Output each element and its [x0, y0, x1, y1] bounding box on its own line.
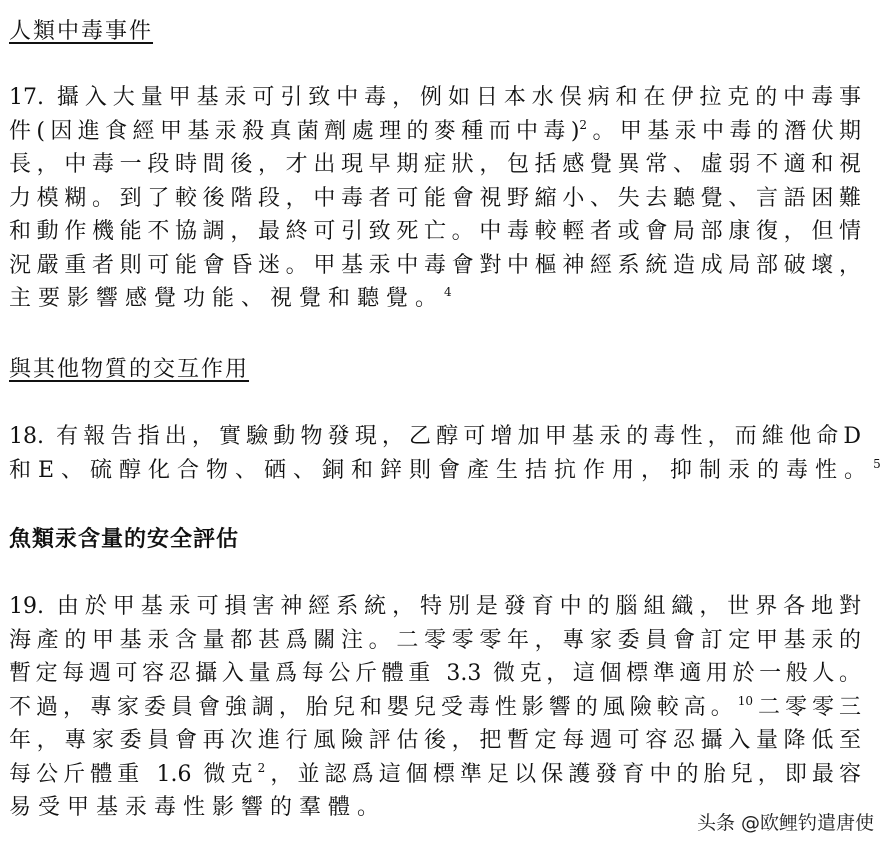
watermark: 头条 @欧鲤钓遣唐使	[696, 812, 874, 834]
text-line	[9, 81, 861, 115]
text-segment: 19. 由於甲基汞可損害神經系統，特別是發育中的腦組織，世界各地對	[9, 594, 861, 619]
text-segment: 年，專家委員會再次進行風險評估後，把暫定每週可容忍攝入量降低至	[9, 728, 861, 753]
text-line	[9, 282, 861, 316]
text-segment: 件(因進食經甲基汞殺真菌劑處理的麥種而中毒)	[9, 118, 580, 144]
text-segment: 力模糊。到了較後階段，中毒者可能會視野縮小、失去聽覺、言語困難	[9, 185, 861, 211]
text-line	[9, 724, 861, 758]
heading-human-poisoning: 人類中毒事件	[9, 19, 154, 44]
text-segment: 不過，專家委員會強調，胎兒和嬰兒受毒性影響的風險較高。	[9, 694, 738, 720]
text-line	[9, 215, 861, 249]
text-line	[9, 454, 881, 488]
text-segment: 和E、硫醇化合物、硒、銅和鋅則會產生拮抗作用，抑制汞的毒性。	[9, 457, 874, 483]
footnote-ref: 2	[579, 117, 588, 132]
text-segment: 二零零三	[753, 694, 861, 720]
heading-safety-assessment: 魚類汞含量的安全評估	[9, 527, 240, 552]
footnote-ref: 2	[257, 760, 266, 775]
text-line	[9, 624, 861, 658]
text-line	[9, 249, 861, 283]
text-line	[9, 420, 861, 454]
text-line	[9, 758, 861, 792]
footnote-ref: 10	[737, 693, 754, 708]
text-line	[9, 148, 861, 182]
footnote-ref: 5	[873, 456, 881, 471]
text-segment: 和動作機能不協調，最終可引致死亡。中毒較輕者或會局部康復，但情	[9, 219, 861, 244]
text-segment: 17. 攝入大量甲基汞可引致中毒，例如日本水俣病和在伊拉克的中毒事	[9, 85, 861, 110]
text-segment: 18. 有報告指出，實驗動物發現，乙醇可增加甲基汞的毒性，而維他命D	[9, 424, 861, 449]
text-segment: 長，中毒一段時間後，才出現早期症狀，包括感覺異常、虛弱不適和視	[9, 152, 861, 177]
paragraph-18	[9, 420, 881, 487]
text-segment: 海產的甲基汞含量都甚爲關注。二零零零年，專家委員會訂定甲基汞的	[9, 627, 861, 653]
text-segment: ，並認爲這個標準足以保護發育中的胎兒，即最容	[265, 761, 861, 787]
text-segment: 暫定每週可容忍攝入量爲每公斤體重 3.3 微克，這個標準適用於一般人。	[9, 661, 861, 686]
text-line	[9, 657, 861, 691]
footnote-ref: 4	[444, 285, 452, 299]
heading-interactions: 與其他物質的交互作用	[9, 357, 250, 382]
paragraph-19	[9, 590, 861, 825]
text-segment: 況嚴重者則可能會昏迷。甲基汞中毒會對中樞神經系統造成局部破壞，	[9, 252, 861, 278]
text-line	[9, 691, 861, 725]
text-line	[9, 182, 861, 216]
text-segment: 。甲基汞中毒的潛伏期	[587, 118, 861, 144]
text-segment: 易受甲基汞毒性影響的羣體。	[9, 795, 387, 820]
text-segment: 每公斤體重 1.6 微克	[9, 761, 258, 787]
text-segment: 主要影響感覺功能、視覺和聽覺。	[9, 286, 445, 311]
text-line	[9, 115, 861, 149]
text-line	[9, 590, 861, 624]
paragraph-17	[9, 81, 861, 316]
